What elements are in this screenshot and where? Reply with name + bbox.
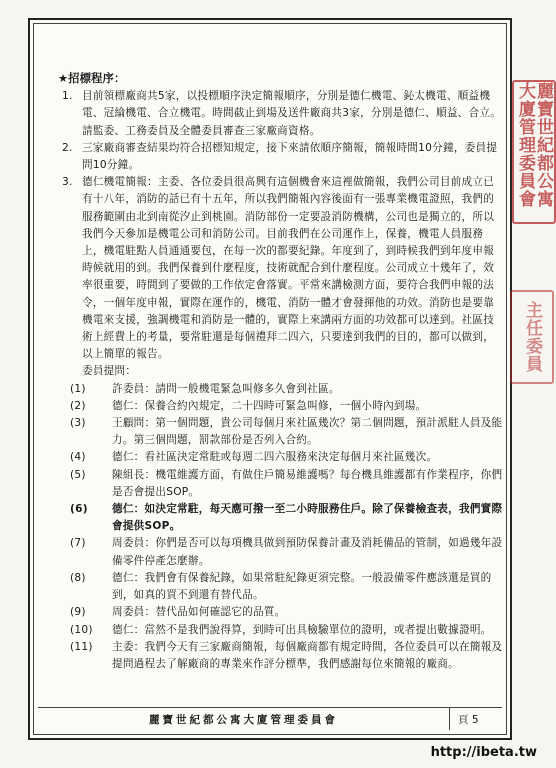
question-item <box>58 398 504 415</box>
footer-title: 麗寶世紀都公寓大廈管理委員會 <box>149 713 338 726</box>
question-text: 主委：我們今天有三家廠商簡報，每個廠商都有規定時間，各位委員可以在簡報及提問過程去了解廠商的專業來作評分標準，我們感謝每位來簡報的廠商。 <box>112 640 503 670</box>
red-seal-stamp: 主任委員 <box>510 290 554 384</box>
section-heading: ★招標程序： <box>58 72 126 85</box>
question-number: (6) <box>70 503 88 516</box>
question-number: (1) <box>70 382 86 395</box>
question-text: 王顧問：第一個問題，貴公司每個月來社區幾次？第二個問題，預計派駐人員及能力。第三個問題，罰款部份是否列入合約。 <box>112 417 503 447</box>
list-text: 德仁機電簡報：主委、各位委員很高興有這個機會來這裡做簡報，我們公司目前成立已有十八年，消防的話已有十五年，所以我們簡報內容後面有一張專業機電證照，我們的服務範圍由北到南從汐止到桃園。消防部份一定要設消防機構，公司也是獨立的，所以我們今天參加是機電公司和消防公司。目前我們在公司運作上，保養，機電人員服務上，機電駐點人員通通要包，在每一次的都要紀錄。年度到了，到時候我們到年度申報時候就用的到。我們保養到什麼程度，技術就配合到什麼程度。公司成立十幾年了，效率很重要，時間到了要做的工作依定會落實。平常來講檢測方面，要符合我們申報的法令，一個年度申報，實際在運作的，機電、消防一體才會發揮他的功效。消防也是要靠機電來支援，強調機電和消防是一體的，實際上來講兩方面的功效都可以達到。社區技術上經費上的考量，要常駐還是每個禮拜二四六，只要達到我們的目的，都可以做到，以上簡單的報告。 <box>82 176 495 361</box>
list-number: 3. <box>62 176 73 189</box>
question-text: 德仁：保養合約內規定，二十四時可緊急叫修，一個小時內到場。 <box>112 399 427 412</box>
question-item <box>58 535 504 569</box>
question-item <box>58 415 504 449</box>
question-item <box>58 449 504 466</box>
list-item <box>58 140 504 174</box>
question-text: 德仁：看社區決定常駐或每週二四六服務來決定每個月來社區幾次。 <box>112 451 438 464</box>
question-number: (7) <box>70 537 86 550</box>
question-text: 德仁：如決定常駐，每天應可撥一至二小時服務住戶。除了保養檢查表，我們實際會提供SOP。 <box>112 503 503 533</box>
question-item <box>58 622 504 639</box>
question-item <box>58 467 504 501</box>
red-seal-stamp: 麗寶世紀都公寓大廈管理委員會 <box>512 80 556 224</box>
question-item <box>58 570 504 604</box>
question-number: (3) <box>70 417 86 430</box>
question-number: (5) <box>70 468 86 481</box>
page-footer <box>38 707 502 730</box>
question-number: (4) <box>70 451 86 464</box>
document-page <box>28 18 512 740</box>
question-number: (8) <box>70 571 86 584</box>
page-number: 頁 5 <box>449 708 502 730</box>
list-number: 2. <box>62 141 73 154</box>
question-number: (2) <box>70 399 86 412</box>
question-number: (10) <box>70 623 93 636</box>
question-item <box>58 604 504 621</box>
question-item <box>58 639 504 673</box>
document-body <box>58 70 504 673</box>
list-text: 目前領標廠商共5家，以投標順序決定簡報順序，分別是德仁機電、鈊太機電、順益機電、冠綸機電、合立機電。時間截止到場及送件廠商共3家，分別是德仁、順益、合立。請監委、工務委員及全體委員審查三家廠商資格。 <box>82 90 502 137</box>
question-text: 周委員：替代品如何確認它的品質。 <box>112 606 286 619</box>
question-text: 陳組長：機電維護方面，有做住戶簡易維護嗎？每台機具維護都有作業程序，你們是否會提出SOP。 <box>112 468 503 498</box>
question-number: (9) <box>70 606 86 619</box>
question-item <box>58 501 504 535</box>
question-text: 周委員：你們是否可以每項機具做到預防保養計畫及消耗備品的管制，如過幾年設備零件停產怎麼辦。 <box>112 537 503 567</box>
question-item <box>58 381 504 398</box>
questions-heading: 委員提問： <box>82 365 137 378</box>
page-border <box>33 23 507 735</box>
list-item <box>58 88 504 140</box>
question-text: 許委員：請問一般機電緊急叫修多久會到社區。 <box>112 382 340 395</box>
question-text: 德仁：我們會有保養紀錄，如果常駐紀錄更須完整。一般設備零件應該還是買的到，如真的買不到還有替代品。 <box>112 571 492 602</box>
list-text: 三家廠商審查結果均符合招標知規定，接下來請依順序簡報，簡報時間10分鐘，委員提問10分鐘。 <box>82 141 498 172</box>
list-number: 1. <box>62 90 73 103</box>
question-text: 德仁：當然不是我們說得算，到時可出具檢驗單位的證明，或者提出數據證明。 <box>112 623 492 636</box>
question-number: (11) <box>70 640 93 653</box>
watermark: http://ibeta.tw <box>430 745 537 760</box>
list-item <box>58 174 504 363</box>
